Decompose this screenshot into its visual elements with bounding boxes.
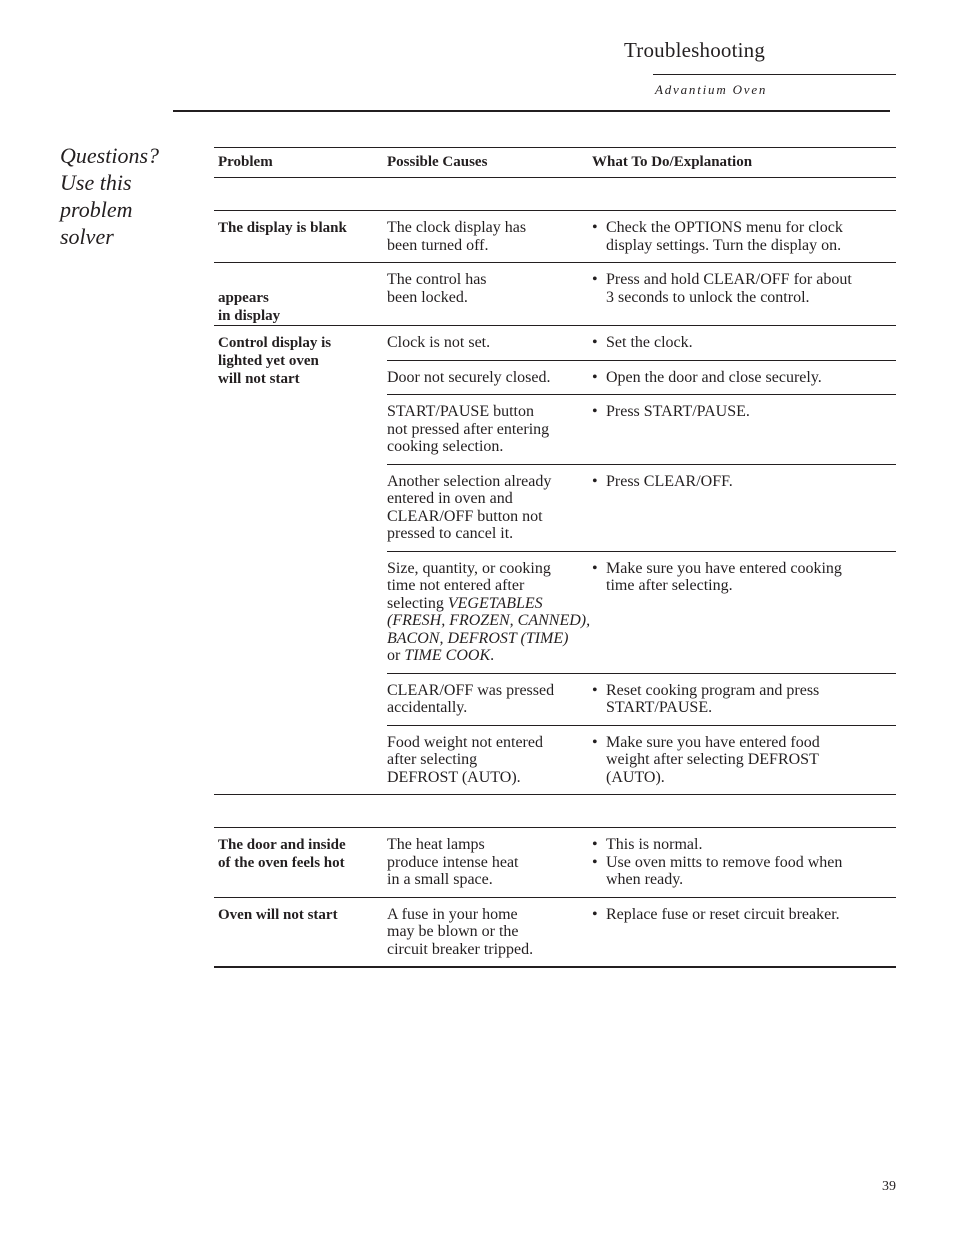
- possible-cause: [387, 560, 592, 665]
- explanation-text: Check the OPTIONS menu for clock display settings. Turn the display on.: [606, 219, 843, 254]
- cause-rows: [387, 898, 896, 967]
- possible-cause: The clock display has been turned off.: [387, 219, 527, 254]
- explanation-item: [592, 836, 896, 854]
- explanation: [592, 682, 896, 717]
- header-divider-short: [653, 74, 896, 75]
- explanation-text: This is normal.: [606, 836, 703, 853]
- explanation-item: [592, 560, 896, 595]
- possible-cause: The heat lamps produce intense heat in a small space.: [387, 836, 519, 888]
- possible-cause: CLEAR/OFF was pressed accidentally.: [387, 681, 555, 716]
- explanation: [592, 473, 896, 543]
- explanation-item: [592, 271, 896, 306]
- explanation: [592, 560, 896, 665]
- possible-cause: The control has been locked.: [387, 271, 487, 306]
- bullet-icon: •: [592, 334, 598, 351]
- explanation: [592, 271, 896, 306]
- table-row: [387, 326, 896, 360]
- table-row: [387, 211, 896, 262]
- column-header-problem: Problem: [218, 154, 273, 170]
- table-row: [387, 551, 896, 673]
- explanation: [592, 836, 896, 889]
- problem-label: appears in display: [218, 290, 281, 324]
- table-body-section: [214, 211, 896, 795]
- problem-label: The door and inside of the oven feels hot: [218, 837, 346, 871]
- problem-label: Control display is lighted yet oven will not start: [218, 335, 332, 387]
- bullet-icon: •: [592, 905, 598, 923]
- table-row: [387, 394, 896, 464]
- problem-label: The display is blank: [218, 220, 347, 236]
- possible-cause: Door not securely closed.: [387, 368, 551, 386]
- bullet-icon: •: [592, 271, 598, 288]
- problem-label: Oven will not start: [218, 906, 338, 923]
- bullet-icon: •: [592, 219, 598, 236]
- cause-rows: [387, 211, 896, 262]
- explanation: [592, 219, 896, 254]
- cause-text-part: or: [387, 647, 401, 664]
- page-number: 39: [882, 1179, 896, 1194]
- table-row: [387, 898, 896, 967]
- cause-rows: [387, 828, 896, 897]
- explanation: [592, 403, 896, 456]
- problem-group: [214, 263, 896, 326]
- possible-cause: Another selection already entered in oven and CLEAR/OFF button not pressed to cancel it.: [387, 472, 552, 542]
- cause-text-part: TIME COOK: [404, 647, 491, 664]
- explanation-text: Make sure you have entered food weight after selecting DEFROST (AUTO).: [606, 733, 820, 786]
- column-header-explanation: What To Do/Explanation: [592, 154, 753, 170]
- bullet-icon: •: [592, 403, 598, 420]
- cause-rows: [387, 326, 896, 794]
- explanation: [592, 334, 896, 352]
- cause-rows: [387, 263, 896, 325]
- bullet-icon: •: [592, 733, 598, 751]
- explanation-text: Make sure you have entered cooking time after selecting.: [606, 559, 842, 594]
- explanation: [592, 906, 896, 959]
- explanation: [592, 734, 896, 787]
- explanation-item: [592, 734, 896, 787]
- explanation-text: Press and hold CLEAR/OFF for about 3 seconds to unlock the control.: [606, 271, 852, 306]
- explanation-item: [592, 473, 896, 491]
- table-row: [387, 673, 896, 725]
- bullet-icon: •: [592, 559, 598, 577]
- table-row: [387, 464, 896, 551]
- bullet-icon: •: [592, 368, 598, 386]
- cause-text-part: VEGETABLES (FRESH, FROZEN, CANNED), BACON, DEFROST (TIME): [387, 594, 591, 647]
- bullet-icon: •: [592, 836, 598, 853]
- column-header-causes: Possible Causes: [387, 154, 488, 170]
- explanation-text: Set the clock.: [606, 334, 693, 351]
- explanation-item: [592, 219, 896, 254]
- explanation-text: Replace fuse or reset circuit breaker.: [606, 905, 840, 923]
- cause-text-part: .: [490, 647, 495, 664]
- possible-cause: Food weight not entered after selecting DEFROST (AUTO).: [387, 733, 543, 786]
- explanation-text: Use oven mitts to remove food when when ready.: [606, 853, 843, 888]
- bullet-icon: •: [592, 472, 598, 490]
- cause-text-part: Size, quantity, or cooking time not entered after selecting: [387, 559, 551, 612]
- table-row: [387, 828, 896, 897]
- table-row: [387, 360, 896, 395]
- side-heading-line: problem: [60, 197, 133, 222]
- explanation-item: [592, 906, 896, 924]
- problem-group: [214, 211, 896, 263]
- explanation: [592, 369, 896, 387]
- explanation-text: Open the door and close securely.: [606, 368, 822, 386]
- table-row: [387, 725, 896, 795]
- table-header: [214, 147, 896, 178]
- troubleshooting-table: [214, 147, 896, 968]
- table-body-section: [214, 828, 896, 968]
- possible-cause: A fuse in your home may be blown or the circuit breaker tripped.: [387, 905, 534, 958]
- problem-group: [214, 898, 896, 969]
- explanation-text: Reset cooking program and press START/PAUSE.: [606, 681, 820, 716]
- section-subtitle: Advantium Oven: [655, 82, 768, 97]
- side-heading: [60, 142, 180, 250]
- problem-group: [214, 326, 896, 795]
- explanation-item: [592, 403, 896, 421]
- table-spacer: [214, 795, 896, 828]
- possible-cause: Clock is not set.: [387, 334, 491, 351]
- explanation-item: [592, 334, 896, 352]
- table-spacer: [214, 178, 896, 211]
- bullet-icon: •: [592, 681, 598, 699]
- header-divider-long: [173, 110, 890, 112]
- explanation-item: [592, 682, 896, 717]
- explanation-text: Press START/PAUSE.: [606, 403, 750, 420]
- explanation-text: Press CLEAR/OFF.: [606, 472, 733, 490]
- side-heading-line: Questions?: [60, 143, 159, 168]
- section-title: Troubleshooting: [624, 38, 766, 62]
- explanation-item: [592, 369, 896, 387]
- side-heading-line: solver: [60, 224, 114, 249]
- table-row: [387, 263, 896, 314]
- side-heading-line: Use this: [60, 170, 132, 195]
- explanation-item: [592, 854, 896, 889]
- problem-group: [214, 828, 896, 898]
- possible-cause: START/PAUSE button not pressed after entering cooking selection.: [387, 403, 550, 455]
- bullet-icon: •: [592, 853, 598, 871]
